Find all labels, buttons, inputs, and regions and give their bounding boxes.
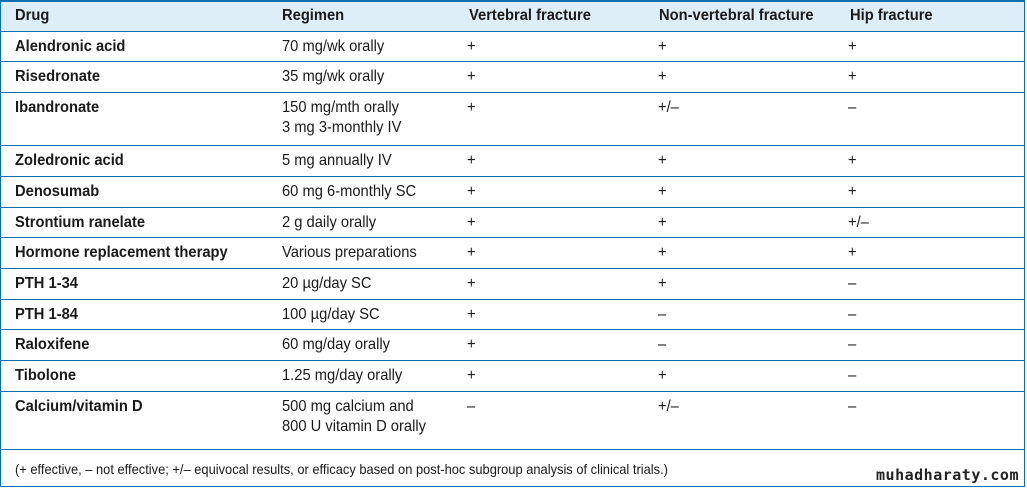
header-nonvertebral: Non-vertebral fracture bbox=[659, 7, 814, 24]
regimen bbox=[282, 305, 380, 325]
regimen bbox=[282, 335, 390, 355]
regimen bbox=[282, 98, 401, 138]
vertebral-effect: + bbox=[467, 99, 476, 116]
table-row bbox=[1, 208, 1024, 238]
header-drug: Drug bbox=[15, 7, 50, 24]
regimen bbox=[282, 182, 416, 202]
hip-effect: – bbox=[848, 336, 857, 353]
hip-effect: – bbox=[848, 398, 857, 415]
nonvertebral-effect: +/– bbox=[658, 99, 679, 116]
drug-name: Calcium/vitamin D bbox=[15, 398, 143, 415]
vertebral-effect: + bbox=[467, 275, 476, 292]
vertebral-effect: + bbox=[467, 214, 476, 231]
regimen bbox=[282, 243, 417, 263]
regimen-line: 500 mg calcium and bbox=[282, 398, 414, 415]
nonvertebral-effect: + bbox=[658, 38, 667, 55]
vertebral-effect: + bbox=[467, 336, 476, 353]
nonvertebral-effect: + bbox=[658, 275, 667, 292]
regimen bbox=[282, 151, 392, 171]
regimen bbox=[282, 37, 384, 57]
hip-effect: + bbox=[848, 152, 857, 169]
table-row bbox=[1, 392, 1024, 450]
vertebral-effect: – bbox=[467, 398, 476, 415]
drug-name: Risedronate bbox=[15, 68, 101, 85]
watermark-text: muhadharaty.com bbox=[876, 466, 1019, 484]
table-row bbox=[1, 361, 1024, 392]
regimen-line: 35 mg/wk orally bbox=[282, 68, 385, 85]
drug-name: Zoledronic acid bbox=[15, 152, 124, 169]
hip-effect: + bbox=[848, 38, 857, 55]
hip-effect: – bbox=[848, 306, 857, 323]
drug-name: Hormone replacement therapy bbox=[15, 244, 228, 261]
hip-effect: +/– bbox=[848, 214, 869, 231]
nonvertebral-effect: + bbox=[658, 244, 667, 261]
nonvertebral-effect: + bbox=[658, 152, 667, 169]
vertebral-effect: + bbox=[467, 367, 476, 384]
vertebral-effect: + bbox=[467, 306, 476, 323]
table-footnote: (+ effective, – not effective; +/– equivocal results, or efficacy based on post-hoc subgroup analysis of clinical trials.) bbox=[15, 461, 668, 477]
hip-effect: – bbox=[848, 367, 857, 384]
regimen-line: 5 mg annually IV bbox=[282, 152, 392, 169]
table-row bbox=[1, 62, 1024, 93]
nonvertebral-effect: + bbox=[658, 68, 667, 85]
vertebral-effect: + bbox=[467, 68, 476, 85]
nonvertebral-effect: + bbox=[658, 183, 667, 200]
table-row bbox=[1, 300, 1024, 330]
nonvertebral-effect: – bbox=[658, 306, 667, 323]
table-header bbox=[1, 2, 1024, 32]
hip-effect: – bbox=[848, 275, 857, 292]
drug-name: Ibandronate bbox=[15, 99, 100, 116]
drug-name: Denosumab bbox=[15, 183, 100, 200]
table-row bbox=[1, 269, 1024, 300]
regimen bbox=[282, 366, 402, 386]
regimen-line: 2 g daily orally bbox=[282, 214, 377, 231]
vertebral-effect: + bbox=[467, 183, 476, 200]
regimen bbox=[282, 213, 376, 233]
regimen-line: 70 mg/wk orally bbox=[282, 38, 385, 55]
vertebral-effect: + bbox=[467, 152, 476, 169]
regimen-line: 60 mg 6-monthly SC bbox=[282, 183, 417, 200]
regimen-line: Various preparations bbox=[282, 244, 417, 261]
regimen-line: 1.25 mg/day orally bbox=[282, 367, 403, 384]
regimen bbox=[282, 67, 384, 87]
drug-name: PTH 1-84 bbox=[15, 306, 78, 323]
table-row bbox=[1, 330, 1024, 361]
nonvertebral-effect: – bbox=[658, 336, 667, 353]
regimen-line: 150 mg/mth orally bbox=[282, 99, 399, 116]
vertebral-effect: + bbox=[467, 38, 476, 55]
regimen-line: 20 µg/day SC bbox=[282, 275, 372, 292]
header-hip: Hip fracture bbox=[850, 7, 933, 24]
table-row bbox=[1, 93, 1024, 146]
header-vertebral: Vertebral fracture bbox=[469, 7, 591, 24]
table-row bbox=[1, 177, 1024, 208]
table-row bbox=[1, 32, 1024, 62]
nonvertebral-effect: + bbox=[658, 367, 667, 384]
header-regimen: Regimen bbox=[282, 7, 345, 24]
table-row bbox=[1, 146, 1024, 177]
hip-effect: – bbox=[848, 99, 857, 116]
drug-name: Raloxifene bbox=[15, 336, 90, 353]
hip-effect: + bbox=[848, 68, 857, 85]
table-row bbox=[1, 238, 1024, 269]
regimen-line: 800 U vitamin D orally bbox=[282, 418, 426, 435]
regimen-line: 100 µg/day SC bbox=[282, 306, 380, 323]
regimen bbox=[282, 274, 371, 294]
drug-name: Tibolone bbox=[15, 367, 77, 384]
nonvertebral-effect: + bbox=[658, 214, 667, 231]
regimen-line: 60 mg/day orally bbox=[282, 336, 390, 353]
regimen-line: 3 mg 3-monthly IV bbox=[282, 119, 402, 136]
drug-name: PTH 1-34 bbox=[15, 275, 78, 292]
drug-name: Strontium ranelate bbox=[15, 214, 146, 231]
hip-effect: + bbox=[848, 183, 857, 200]
vertebral-effect: + bbox=[467, 244, 476, 261]
nonvertebral-effect: +/– bbox=[658, 398, 679, 415]
hip-effect: + bbox=[848, 244, 857, 261]
drug-name: Alendronic acid bbox=[15, 38, 126, 55]
regimen bbox=[282, 397, 426, 437]
